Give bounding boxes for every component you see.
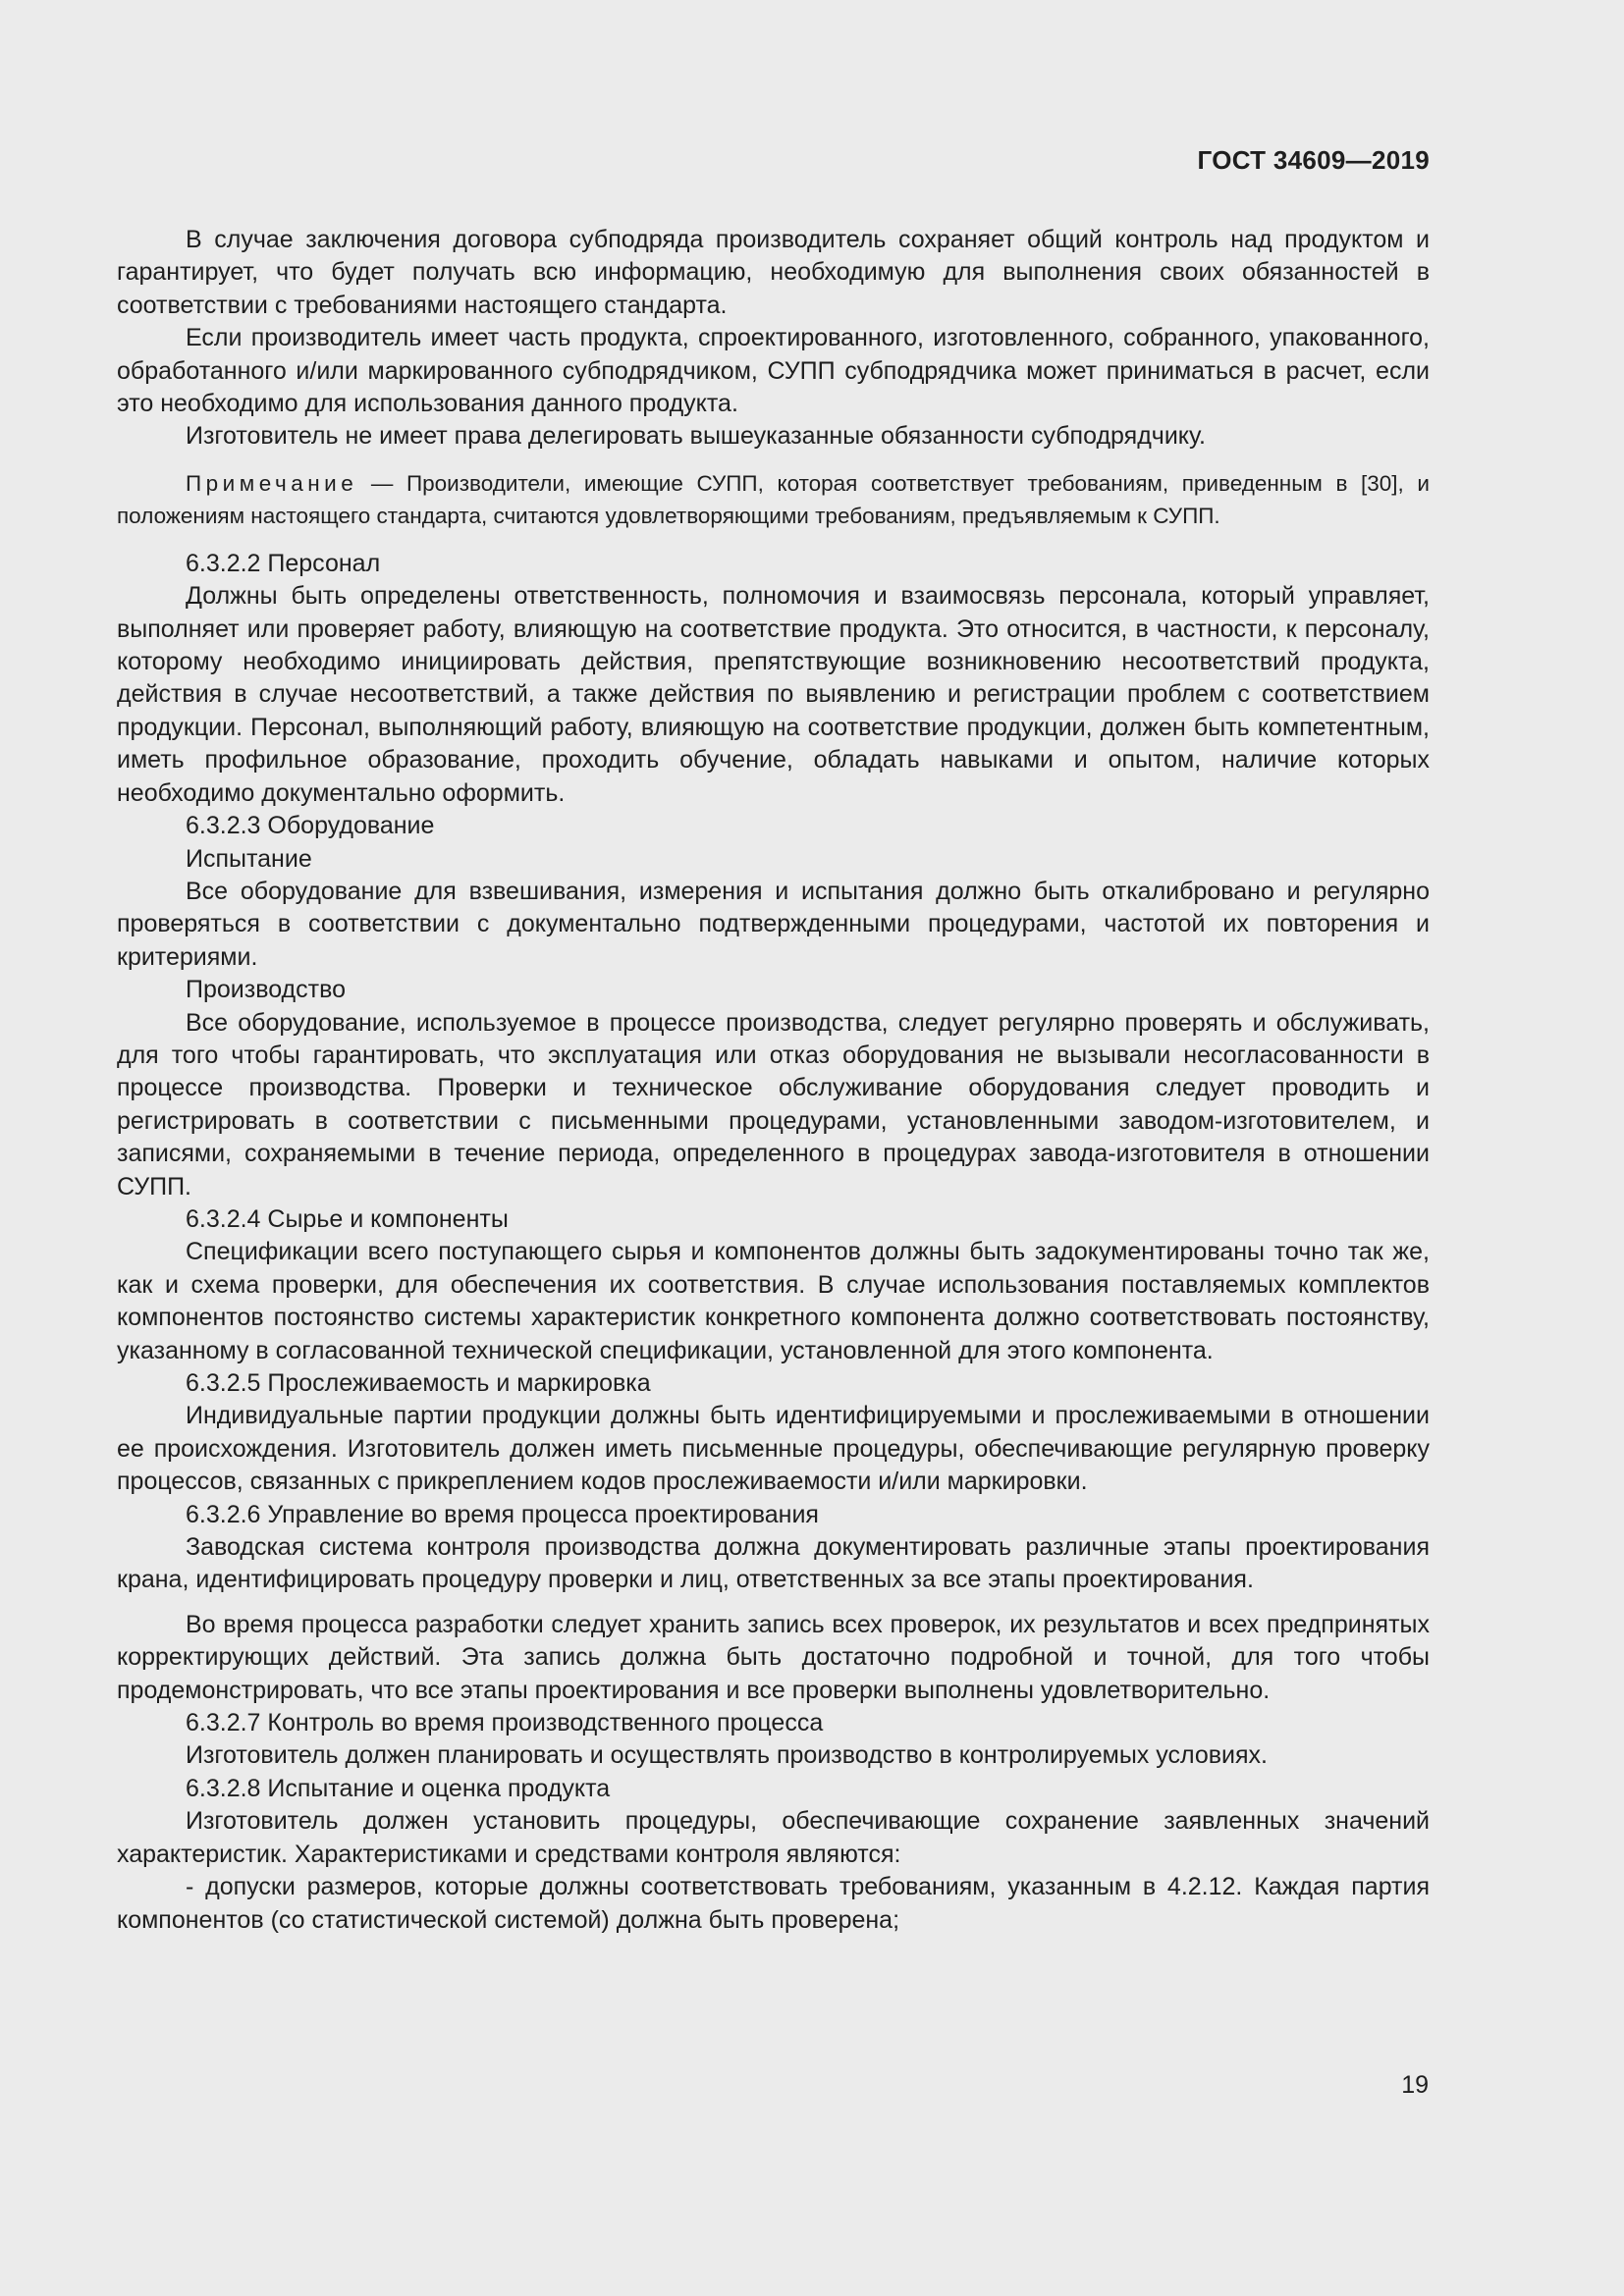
paragraph-subcontract-control: В случае заключения договора субподряда производитель сохраняет общий контроль над продуктом и гарантирует, что будет получать всю информацию, необходимую для выполнения своих обязанностей в соответствии с требованиями настоящего стандарта. <box>117 226 1430 319</box>
section-heading-traceability: 6.3.2.5 Прослеживаемость и маркировка <box>186 1369 651 1397</box>
paragraph-materials: Спецификации всего поступающего сырья и компонентов должны быть задокументированы точно так же, как и схема проверки, для обеспечения их соответствия. В случае использования поставляемых комплектов компонентов постоянство системы характеристик конкретного компонента должно соответствовать постоянству, указанному в согласованной технической спецификации, установленной для этого компонента. <box>117 1238 1430 1364</box>
note-label: Примечание <box>186 470 358 496</box>
page-body <box>117 224 1430 1937</box>
paragraph-design-records: Во время процесса разработки следует хранить запись всех проверок, их результатов и всех предпринятых корректирующих действий. Эта запись должна быть достаточно подробной и точной, для того чтобы продемонстрировать, что все этапы проектирования и все проверки выполнены удовлетворительно. <box>117 1610 1430 1704</box>
list-item-dimension-tolerances: - допуски размеров, которые должны соответствовать требованиям, указанным в 4.2.12. Каждая партия компонентов (со статистической системой) должна быть проверена; <box>117 1873 1430 1934</box>
paragraph-production: Все оборудование, используемое в процессе производства, следует регулярно проверять и обслуживать, для того чтобы гарантировать, что эксплуатация или отказ оборудования не вызывали несогласованности в процессе производства. Проверки и техническое обслуживание оборудования следует проводить и регистрировать в соответствии с письменными процедурами, установленными заводом-изготовителем, и записями, сохраняемыми в течение периода, определенного в процедурах завода-изготовителя в отношении СУПП. <box>117 1008 1430 1201</box>
note-text: — Производители, имеющие СУПП, которая соответствует требованиям, приведенным в [30], и положениям настоящего стандарта, считаются удовлетворяющими требованиям, предъявляемым к СУПП. <box>117 470 1430 528</box>
page-number: 19 <box>1401 2071 1429 2099</box>
paragraph-no-delegation: Изготовитель не имеет права делегировать вышеуказанные обязанности субподрядчику. <box>186 422 1206 451</box>
subheading-testing: Испытание <box>186 844 312 873</box>
section-heading-equipment: 6.3.2.3 Оборудование <box>186 812 435 840</box>
paragraph-design-stages: Заводская система контроля производства должна документировать различные этапы проектирования крана, идентифицировать процедуру проверки и лиц, ответственных за все этапы проектирования. <box>117 1533 1430 1594</box>
subheading-production: Производство <box>186 976 347 1004</box>
paragraph-process-control: Изготовитель должен планировать и осуществлять производство в контролируемых условиях. <box>186 1741 1268 1770</box>
section-heading-design-control: 6.3.2.6 Управление во время процесса проектирования <box>186 1500 819 1528</box>
section-heading-product-evaluation: 6.3.2.8 Испытание и оценка продукта <box>186 1774 611 1802</box>
document-code: ГОСТ 34609—2019 <box>1197 145 1430 175</box>
paragraph-traceability: Индивидуальные партии продукции должны быть идентифицируемыми и прослеживаемыми в отношении ее происхождения. Изготовитель должен иметь письменные процедуры, обеспечивающие регулярную проверку процессов, связанных с прикреплением кодов прослеживаемости и/или маркировки. <box>117 1402 1430 1496</box>
section-heading-personnel: 6.3.2.2 Персонал <box>186 549 381 577</box>
section-heading-materials: 6.3.2.4 Сырье и компоненты <box>186 1204 509 1233</box>
section-heading-process-control: 6.3.2.7 Контроль во время производственного процесса <box>186 1709 824 1737</box>
paragraph-testing: Все оборудование для взвешивания, измерения и испытания должно быть откалибровано и регулярно проверяться в соответствии с документально подтвержденными процедурами, частотой их повторения и критериями. <box>117 877 1430 971</box>
paragraph-product-evaluation: Изготовитель должен установить процедуры, обеспечивающие сохранение заявленных значений характеристик. Характеристиками и средствами контроля являются: <box>117 1807 1430 1868</box>
paragraph-personnel: Должны быть определены ответственность, полномочия и взаимосвязь персонала, который управляет, выполняет или проверяет работу, влияющую на соответствие продукта. Это относится, в частности, к персоналу, которому необходимо инициировать действия, препятствующие возникновению несоответствий продукта, действия в случае несоответствий, а также действия по выявлению и регистрации проблем с соответствием продукции. Персонал, выполняющий работу, влияющую на соответствие продукции, должен быть компетентным, иметь профильное образование, проходить обучение, обладать навыками и опытом, наличие которых необходимо документально оформить. <box>117 582 1430 807</box>
paragraph-subcontractor-qms: Если производитель имеет часть продукта, спроектированного, изготовленного, собранного, упакованного, обработанного и/или маркированного субподрядчиком, СУПП субподрядчика может приниматься в расчет, если это необходимо для использования данного продукта. <box>117 324 1430 418</box>
note <box>117 467 1430 532</box>
